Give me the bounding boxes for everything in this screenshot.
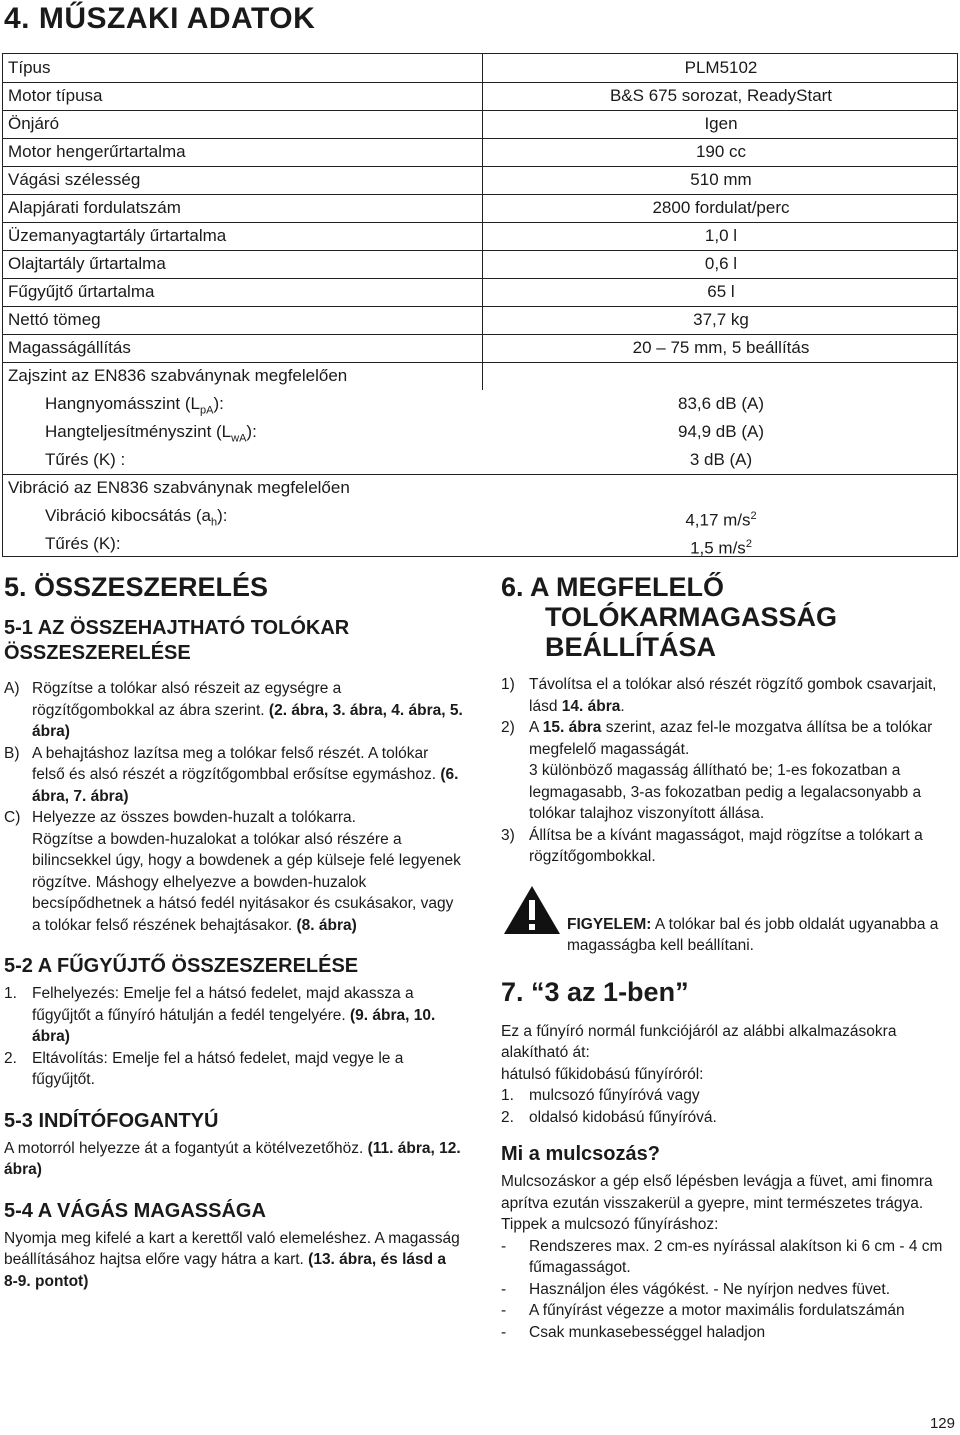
row-divider — [3, 222, 957, 223]
spec-row — [3, 250, 957, 278]
warning-block — [501, 884, 956, 957]
spec-value: 20 – 75 mm, 5 beállítás — [632, 338, 810, 357]
height-step-1 — [501, 674, 956, 717]
height-step-3 — [501, 825, 956, 868]
height-step-2-pre: A — [529, 719, 543, 736]
spec-label: Olajtartály űrtartalma — [8, 254, 166, 273]
three-in-one-from: hátulsó fűkidobású fűnyíróról: — [501, 1065, 704, 1083]
step-c-text-cont: Rögzítse a bowden-huzalokat a tolókar alsó részére a bilincsekkel úgy, hogy a bowdenek a gép külseje felé legyenek rögzítve. Máshogy elhelyezve a bowden-huzalok becsípődhetnek a hátsó fedél nyitásakor és csukásakor, vagy a tolókar felső részének behajtásakor. — [32, 830, 461, 934]
step-b — [4, 743, 464, 808]
noise-lpa-text: Hangnyomásszint (L — [45, 394, 200, 413]
spec-label: Magasságállítás — [8, 338, 131, 357]
step-c-marker: C) — [4, 809, 21, 826]
row-divider — [3, 194, 957, 195]
step-5-2-1 — [4, 983, 464, 1048]
vibration-ah-close: ): — [217, 506, 228, 525]
step-5-2-2-text: Eltávolítás: Emelje fel a hátsó fedelet, majd vegye le a fűgyűjtőt. — [32, 1049, 404, 1088]
spec-label: Önjáró — [8, 114, 60, 133]
spec-label: Típus — [8, 58, 51, 77]
tip-text: Csak munkasebességgel haladjon — [529, 1323, 766, 1341]
spec-row — [3, 138, 957, 166]
spec-value: 1,0 l — [704, 226, 738, 245]
spec-value: 510 mm — [690, 170, 752, 189]
tip-dash: - — [501, 1237, 507, 1255]
step-a-text: Rögzítse a tolókar alsó részeit az egységre a rögzítőgombokkal az ábra szerint. — [32, 680, 342, 719]
tip-item — [501, 1300, 956, 1322]
spec-row — [3, 334, 957, 362]
spec-value: 37,7 kg — [693, 310, 749, 329]
option-2-text: oldalsó kidobású fűnyíróvá. — [529, 1108, 717, 1126]
tip-text: Használjon éles vágókést. - Ne nyírjon nedves füvet. — [529, 1280, 890, 1298]
step-c-figure-ref: (8. ábra) — [296, 916, 357, 934]
spec-label: Alapjárati fordulatszám — [8, 198, 181, 217]
mulch-text: Mulcsozáskor a gép első lépésben levágja a füvet, ami finomra aprítva ezután visszakerül a gyepre, mint természetes trágya. — [501, 1173, 933, 1212]
noise-lwa-row — [3, 418, 957, 446]
warning-text — [501, 884, 956, 957]
row-divider — [3, 110, 957, 111]
noise-header-row — [3, 362, 957, 390]
noise-header: Zajszint az EN836 szabványnak megfelelően — [8, 366, 348, 385]
step-a-marker: A) — [4, 680, 20, 697]
option-1-text: mulcsozó fűnyíróvá vagy — [529, 1087, 700, 1104]
noise-lpa-value: 83,6 dB (A) — [678, 394, 764, 413]
height-section-title: 6. A MEGFELELŐ TOLÓKARMAGASSÁG BEÁLLÍTÁSA — [501, 572, 838, 662]
mulch-title: Mi a mulcsozás? — [501, 1143, 660, 1165]
vibration-ah-superscript: 2 — [750, 510, 757, 522]
step-c — [4, 807, 464, 936]
tip-item — [501, 1279, 956, 1301]
warning-label: FIGYELEM: — [567, 915, 652, 933]
spec-row — [3, 194, 957, 222]
height-step-2-note: 3 különböző magasság állítható be; 1-es fokozatban a legmagasabb, 3-as fokozatban pedig a legalacsonyabb a tolókar talajhoz viszonyított állása. — [529, 762, 922, 822]
section-5-3-figure-ref: (11. ábra, 12. ábra) — [4, 1139, 461, 1178]
noise-k-value: 3 dB (A) — [689, 450, 753, 469]
vibration-ah-text: Vibráció kibocsátás (a — [45, 506, 211, 525]
height-step-3-marker: 3) — [501, 826, 515, 844]
vibration-k-value — [483, 530, 959, 563]
tip-item — [501, 1236, 956, 1279]
vibration-ah-row — [3, 502, 957, 530]
step-5-2-2-marker: 2. — [4, 1049, 17, 1067]
warning-icon — [502, 884, 562, 936]
warning-body: A tolókar bal és jobb oldalát ugyanabba a magasságba kell beállítani. — [567, 915, 939, 954]
noise-lpa-close: ): — [213, 394, 224, 413]
vibration-k-row — [3, 530, 957, 558]
section-5-3-text — [4, 1138, 464, 1181]
spec-row — [3, 166, 957, 194]
section-5-3-title: 5-3 INDÍTÓFOGANTYÚ — [4, 1109, 219, 1132]
row-divider — [3, 474, 957, 475]
spec-row — [3, 110, 957, 138]
row-divider — [3, 306, 957, 307]
three-in-one-intro: Ez a fűnyíró normál funkciójáról az alábbi alkalmazásokra alakítható át: — [501, 1022, 897, 1061]
step-b-text: A behajtáshoz lazítsa meg a tolókar felső részét. A tolókar felső és alsó részét a rögzítőgombbal erősítse egymáshoz. — [32, 744, 441, 783]
section-5-4-title: 5-4 A VÁGÁS MAGASSÁGA — [4, 1199, 266, 1222]
noise-k-label: Tűrés (K) : — [45, 450, 126, 469]
page-title: 4. MŰSZAKI ADATOK — [4, 2, 316, 35]
spec-label: Nettó tömeg — [8, 310, 101, 329]
spec-label: Üzemanyagtartály űrtartalma — [8, 226, 227, 245]
step-c-text: Helyezze az összes bowden-huzalt a tolókarra. — [32, 809, 356, 826]
spec-value: 190 cc — [695, 142, 747, 161]
height-step-1-marker: 1) — [501, 676, 515, 693]
vibration-ah-number: 4,17 m/s — [685, 510, 751, 530]
row-divider — [3, 166, 957, 167]
row-divider — [3, 138, 957, 139]
page-number: 129 — [929, 1415, 955, 1432]
noise-lpa-row — [3, 390, 957, 418]
spec-row — [3, 278, 957, 306]
tip-dash: - — [501, 1323, 507, 1341]
height-step-2-text: szerint, azaz fel-le mozgatva állítsa be a tolókar megfelelő magasságát. — [529, 719, 933, 758]
step-a — [4, 678, 464, 743]
height-step-2-figure-ref: 15. ábra — [542, 719, 602, 736]
height-step-1-text: Távolítsa el a tolókar alsó részét rögzítő gombok csavarjait, lásd — [529, 676, 937, 715]
tips-title: Tippek a mulcsozó fűnyíráshoz: — [501, 1216, 719, 1233]
spec-row — [3, 222, 957, 250]
option-1-marker: 1. — [501, 1087, 514, 1104]
row-divider — [3, 334, 957, 335]
spec-row — [3, 54, 957, 82]
step-5-2-1-figure-ref: (9. ábra, 10. ábra) — [32, 1006, 436, 1045]
noise-lwa-close: ): — [246, 422, 257, 441]
step-5-2-1-text: Felhelyezés: Emelje fel a hátsó fedelet, majd akassza a fűgyűjtőt a fűnyíró hátulján a fedél tengelyére. — [32, 985, 414, 1024]
spec-label: Fűgyűjtő űrtartalma — [8, 282, 155, 301]
height-step-2-marker: 2) — [501, 719, 515, 736]
vibration-k-number: 1,5 m/s — [690, 538, 746, 558]
step-b-marker: B) — [4, 744, 20, 762]
spec-row — [3, 306, 957, 334]
row-divider — [3, 278, 957, 279]
spec-label: Vágási szélesség — [8, 170, 141, 189]
tip-dash: - — [501, 1280, 507, 1298]
step-5-2-2 — [4, 1048, 464, 1091]
spec-table — [2, 53, 958, 557]
noise-k-row — [3, 446, 957, 474]
vibration-header: Vibráció az EN836 szabványnak megfelelően — [8, 478, 350, 497]
vibration-k-label: Tűrés (K): — [45, 534, 121, 553]
height-step-3-text: Állítsa be a kívánt magasságot, majd rögzítse a tolókart a rögzítőgombokkal. — [529, 826, 923, 865]
step-5-2-1-marker: 1. — [4, 985, 17, 1002]
option-2 — [501, 1107, 956, 1129]
three-in-one-title: 7. “3 az 1-ben” — [501, 976, 689, 1007]
section-5-4-text — [4, 1228, 464, 1293]
spec-label: Motor hengerűrtartalma — [8, 142, 186, 161]
section-5-2-title: 5-2 A FŰGYŰJTŐ ÖSSZESZERELÉSE — [4, 955, 359, 977]
height-step-1-end: . — [620, 697, 625, 715]
tip-dash: - — [501, 1302, 507, 1319]
section-5-3-body: A motorról helyezze át a fogantyút a kötélvezetőhöz. — [4, 1139, 368, 1157]
tip-item — [501, 1322, 956, 1344]
left-column — [4, 572, 464, 1292]
spec-value: 65 l — [707, 282, 735, 301]
noise-lwa-text: Hangteljesítményszint (L — [45, 422, 232, 441]
row-divider — [3, 250, 957, 251]
row-divider — [3, 362, 957, 363]
step-a-figure-ref: (2. ábra, 3. ábra, 4. ábra, 5. ábra) — [32, 701, 463, 740]
section-5-1-title: 5-1 AZ ÖSSZEHAJTHATÓ TOLÓKAR ÖSSZESZERELÉSE — [4, 617, 350, 664]
spec-value: B&S 675 sorozat, ReadyStart — [609, 86, 833, 105]
vibration-k-superscript: 2 — [745, 538, 752, 550]
option-1 — [501, 1085, 956, 1107]
spec-value: 2800 fordulat/perc — [652, 198, 790, 217]
option-2-marker: 2. — [501, 1108, 514, 1126]
noise-lpa-subscript: pA — [199, 404, 214, 417]
right-column — [501, 572, 956, 1343]
vibration-ah-subscript: h — [211, 516, 218, 529]
spec-value: 0,6 l — [704, 254, 738, 273]
spec-value: PLM5102 — [684, 58, 758, 77]
section-5-4-figure-ref: (13. ábra, és lásd a 8-9. pontot) — [4, 1251, 447, 1290]
noise-lwa-value: 94,9 dB (A) — [678, 422, 764, 441]
spec-label: Motor típusa — [8, 86, 103, 105]
height-step-1-figure-ref: 14. ábra — [561, 697, 621, 715]
assembly-title: 5. ÖSSZESZERELÉS — [4, 572, 269, 602]
step-b-figure-ref: (6. ábra, 7. ábra) — [32, 766, 459, 805]
section-5-4-body: Nyomja meg kifelé a kart a kerettől való elemeléshez. A magasság beállításához hajtsa előre vagy hátra a kart. — [4, 1229, 460, 1268]
spec-row — [3, 82, 957, 110]
height-step-2 — [501, 717, 956, 825]
tip-text: Rendszeres max. 2 cm-es nyírással alakítson ki 6 cm - 4 cm fűmagasságot. — [529, 1237, 943, 1276]
row-divider — [3, 82, 957, 83]
spec-value: Igen — [704, 114, 738, 133]
vibration-header-row — [3, 474, 957, 502]
tip-text: A fűnyírást végezze a motor maximális fordulatszámán — [529, 1302, 905, 1319]
noise-lwa-subscript: wA — [231, 432, 247, 445]
